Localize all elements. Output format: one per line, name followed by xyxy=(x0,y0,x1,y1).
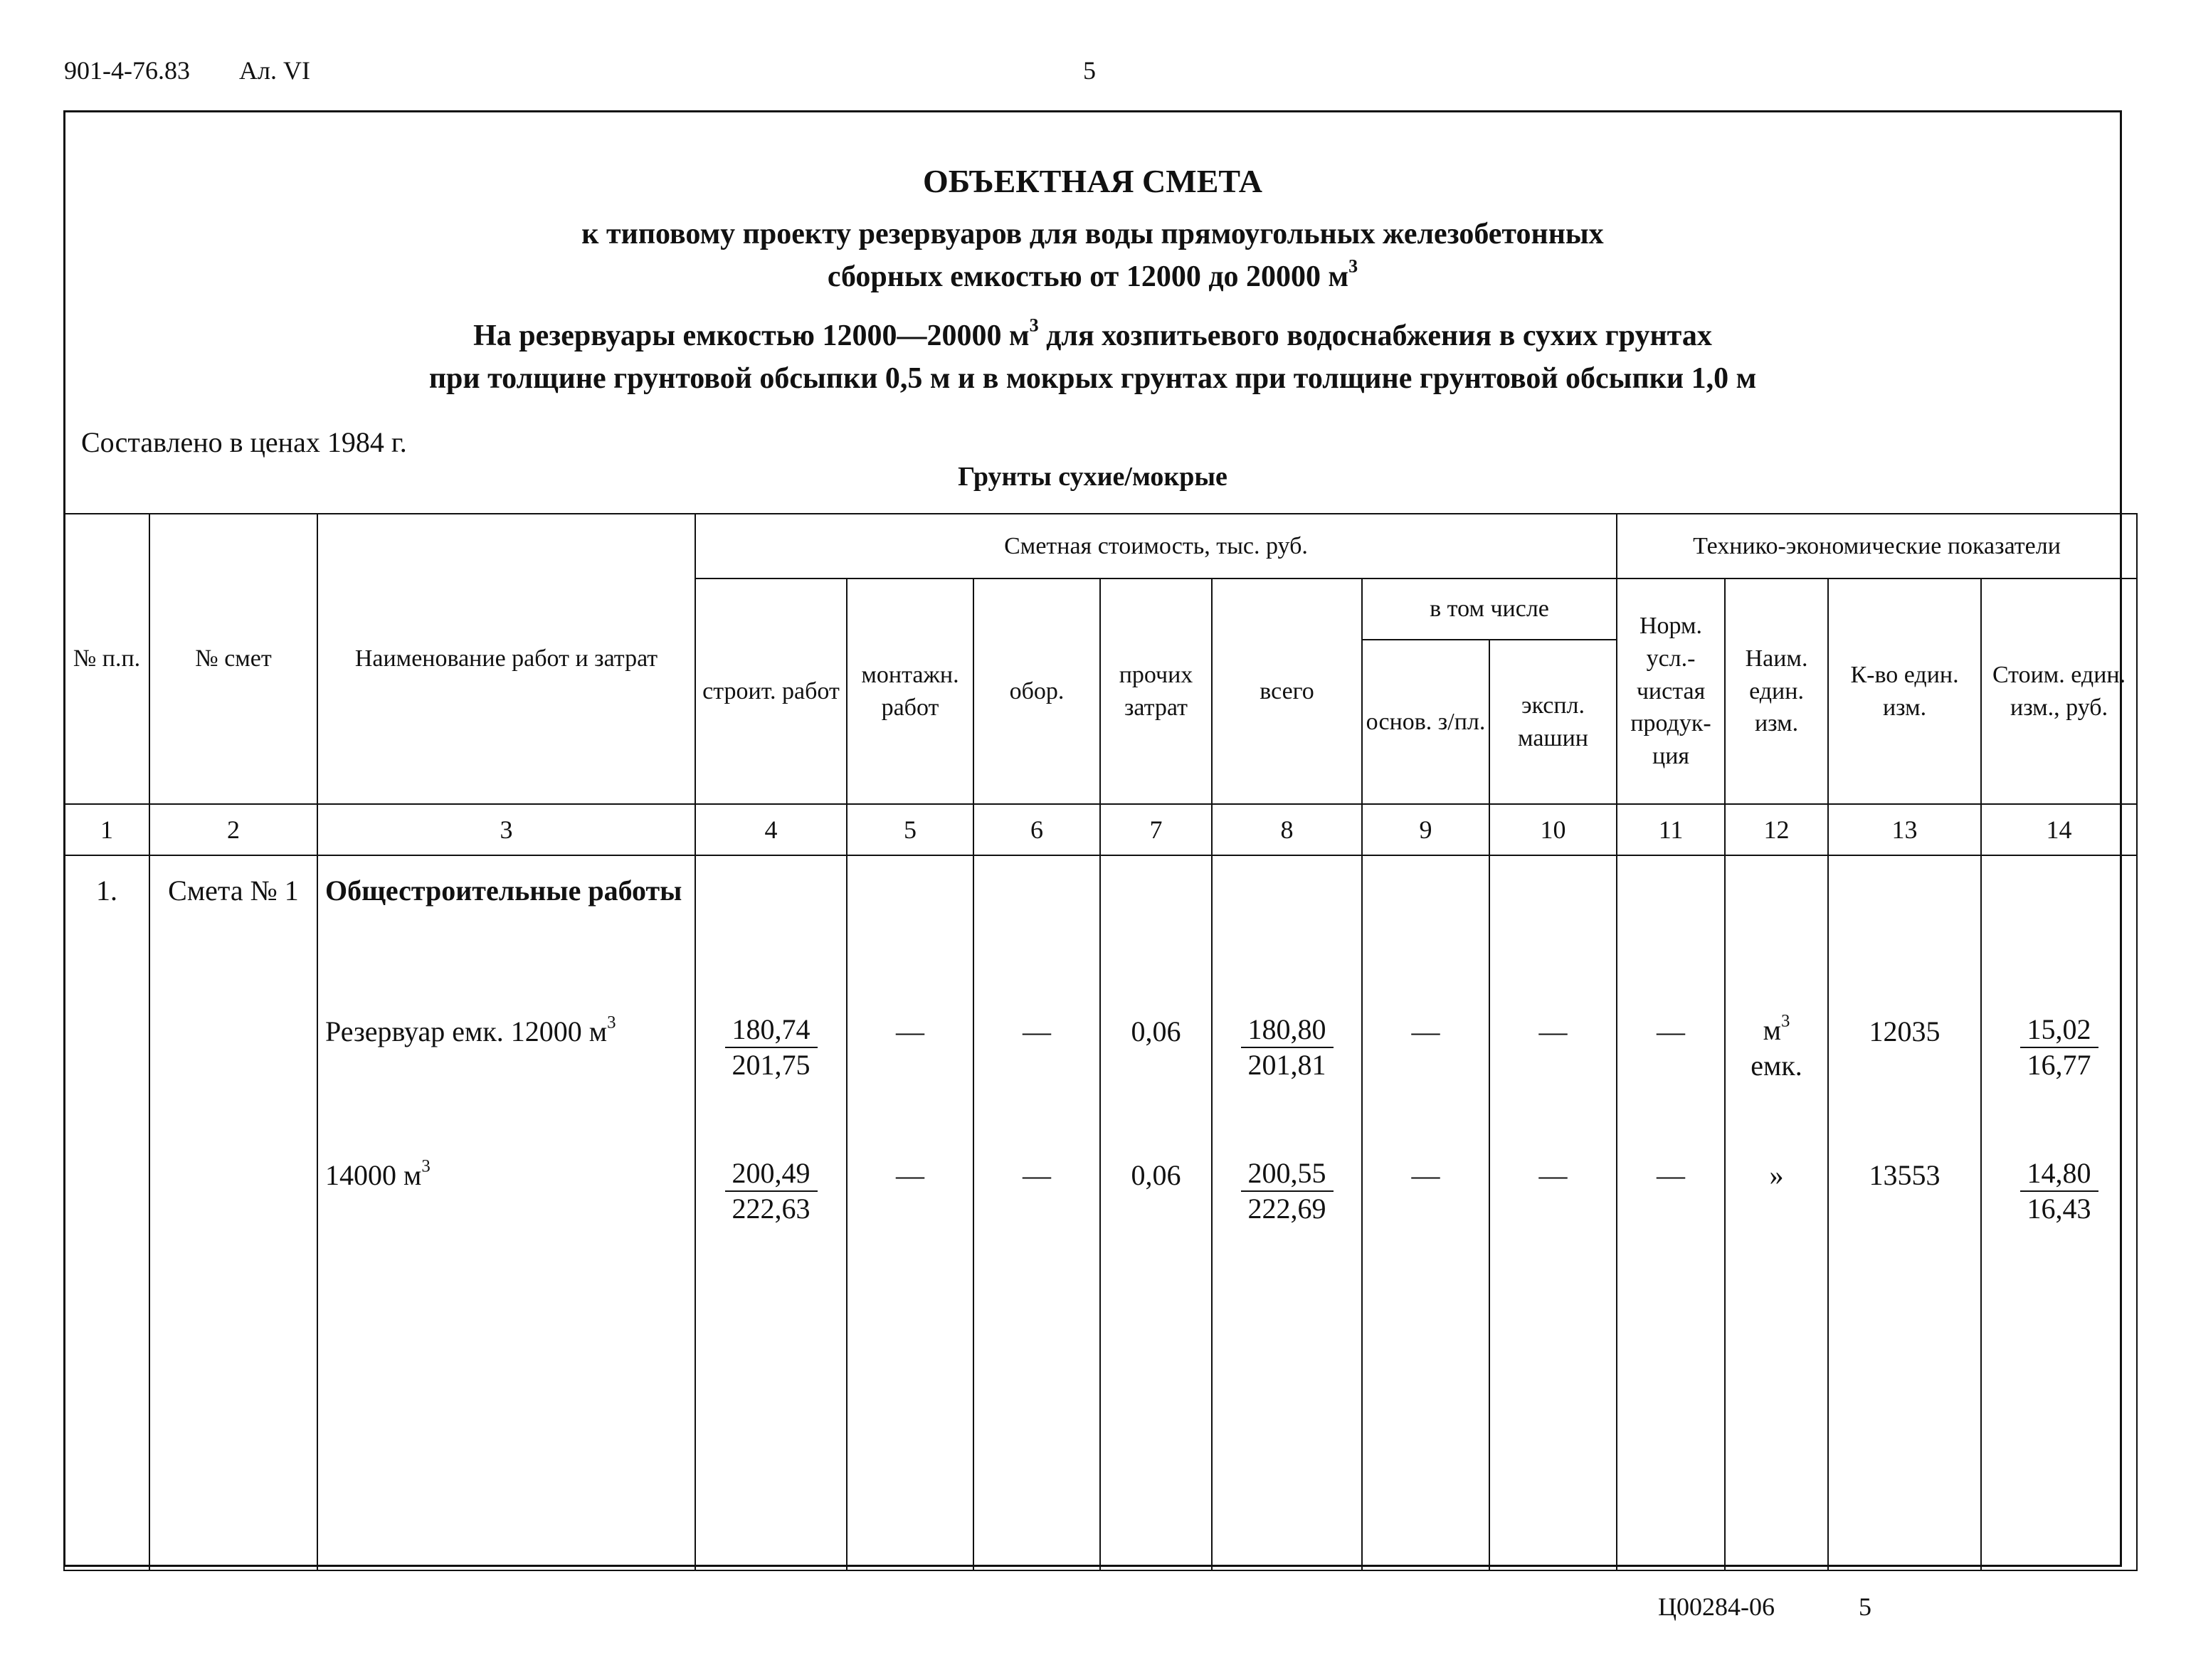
item-2-equip: — xyxy=(1023,1159,1051,1191)
header-num-pp: № п.п. xyxy=(64,514,149,804)
cell-unit-name xyxy=(1725,855,1828,1570)
item-2-wage: — xyxy=(1411,1159,1440,1191)
header-name: Наименование работ и затрат xyxy=(317,514,695,804)
item-2-name: 14000 $м^3$ xyxy=(325,1156,431,1191)
cell-total xyxy=(1212,855,1362,1570)
header-unit-cost: Стоим. един. изм., руб. xyxy=(1981,579,2137,804)
item-2-build: $\frac{200,49}{222,63}$ xyxy=(696,1156,846,1228)
item-2-norm: — xyxy=(1657,1159,1686,1191)
header-unit-qty: К-во един. изм. xyxy=(1828,579,1981,804)
item-1-name: Резервуар емк. 12000 $м^3$ xyxy=(325,1013,616,1047)
col-number: 5 xyxy=(847,804,973,855)
header-unit-name: Наим. един. изм. xyxy=(1725,579,1828,804)
cell-wage xyxy=(1362,855,1489,1570)
col-number: 4 xyxy=(695,804,847,855)
row-smeta: Смета № 1 xyxy=(168,875,299,907)
scope-line-1: На резервуары емкостью 12000—20000 $м^3$ для хозпитьевого водоснабжения в сухих грунтах xyxy=(473,315,1712,352)
header-num-smet: № смет xyxy=(149,514,317,804)
col-number: 1 xyxy=(64,804,149,855)
col-number: 3 xyxy=(317,804,695,855)
col-number: 8 xyxy=(1212,804,1362,855)
item-1-machines: — xyxy=(1538,1015,1568,1047)
col-number: 14 xyxy=(1981,804,2137,855)
col-number: 6 xyxy=(973,804,1100,855)
col-number: 13 xyxy=(1828,804,1981,855)
header-equip: обор. xyxy=(973,579,1100,804)
cell-unit-cost xyxy=(1981,855,2137,1570)
row-section: Общестроительные работы xyxy=(325,875,682,907)
item-2-unit-name: » xyxy=(1769,1159,1784,1191)
header-other: прочих затрат xyxy=(1100,579,1212,804)
item-1-build: $\frac{180,74}{201,75}$ xyxy=(696,1013,846,1084)
doc-subtitle-line-1: к типовому проекту резервуаров для воды прямоугольных железобетонных xyxy=(581,218,1604,250)
item-1-total: $\frac{180,80}{201,81}$ xyxy=(1213,1013,1361,1084)
cell-machines xyxy=(1489,855,1617,1570)
col-number: 11 xyxy=(1617,804,1725,855)
item-1-unit-qty: 12035 xyxy=(1869,1015,1941,1047)
estimate-table xyxy=(63,513,2138,1571)
footer-page-number: 5 xyxy=(1859,1592,1871,1621)
cell-name xyxy=(317,855,695,1570)
document-code: 901-4-76.83 xyxy=(64,56,190,85)
item-1-unit-name: $м^3$ емк. xyxy=(1751,1011,1802,1082)
item-1-mount: — xyxy=(896,1015,924,1047)
header-build: строит. работ xyxy=(695,579,847,804)
item-2-machines: — xyxy=(1538,1159,1568,1191)
doc-subtitle-line-2: сборных емкостью от 12000 до 20000 $м^3$ xyxy=(827,255,1358,293)
header-total: всего xyxy=(1212,579,1362,804)
item-1-unit-cost: $\frac{15,02}{16,77}$ xyxy=(1982,1013,2136,1084)
col-number: 2 xyxy=(149,804,317,855)
scope-line-2: при толщине грунтовой обсыпки 0,5 м и в мокрых грунтах при толщине грунтовой обсыпки 1,0 м xyxy=(428,362,1757,395)
item-1-equip: — xyxy=(1023,1015,1051,1047)
col-number: 9 xyxy=(1362,804,1489,855)
col-number: 10 xyxy=(1489,804,1617,855)
item-1-norm: — xyxy=(1657,1015,1686,1047)
header-incl: в том числе xyxy=(1362,579,1617,640)
col-number: 12 xyxy=(1725,804,1828,855)
cell-pp xyxy=(64,855,149,1570)
item-2-unit-cost: $\frac{14,80}{16,43}$ xyxy=(1982,1156,2136,1228)
item-2-total: $\frac{200,55}{222,69}$ xyxy=(1213,1156,1361,1228)
header-wage: основ. з/пл. xyxy=(1362,640,1489,804)
album-number: Ал. VI xyxy=(239,56,310,85)
header-tep-group: Технико-экономические показатели xyxy=(1617,514,2137,579)
item-2-unit-qty: 13553 xyxy=(1869,1159,1941,1191)
col-number: 7 xyxy=(1100,804,1212,855)
doc-title: ОБЪЕКТНАЯ СМЕТА xyxy=(922,163,1262,199)
price-basis: Составлено в ценах 1984 г. xyxy=(81,426,407,458)
title-block xyxy=(65,112,2120,513)
cell-unit-qty xyxy=(1828,855,1981,1570)
item-1-other: 0,06 xyxy=(1131,1015,1181,1047)
soil-condition: Грунты сухие/мокрые xyxy=(958,462,1227,492)
item-1-wage: — xyxy=(1411,1015,1440,1047)
header-cost-group: Сметная стоимость, тыс. руб. xyxy=(695,514,1617,579)
item-2-mount: — xyxy=(896,1159,924,1191)
cell-norm xyxy=(1617,855,1725,1570)
row-pp: 1. xyxy=(96,875,117,907)
cell-build xyxy=(695,855,847,1570)
page-number: 5 xyxy=(1083,56,1096,85)
cell-other xyxy=(1100,855,1212,1570)
cell-smeta xyxy=(149,855,317,1570)
header-mount: монтажн. работ xyxy=(847,579,973,804)
cell-equip xyxy=(973,855,1100,1570)
footer-code: Ц00284-06 xyxy=(1658,1592,1775,1621)
header-machines: экспл. машин xyxy=(1489,640,1617,804)
cell-mount xyxy=(847,855,973,1570)
estimate-frame xyxy=(63,110,2126,1567)
header-norm: Норм. усл.-чистая продук-ция xyxy=(1617,579,1725,804)
item-2-other: 0,06 xyxy=(1131,1159,1181,1191)
